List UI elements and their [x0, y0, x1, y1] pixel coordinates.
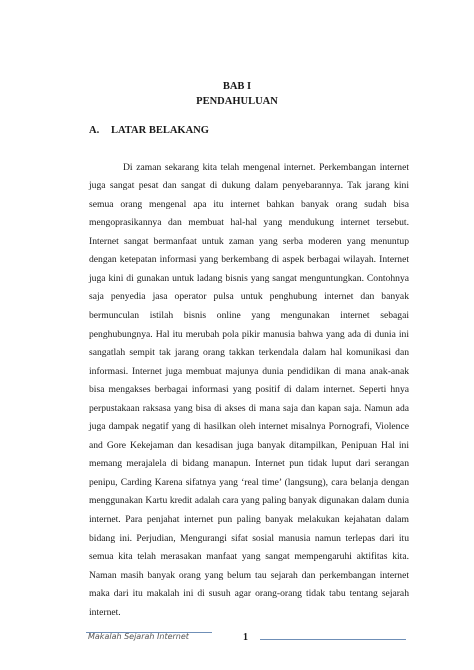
footer-label: Makalah Sejarah Internet	[88, 632, 189, 641]
chapter-number: BAB I	[222, 81, 252, 92]
chapter-heading	[0, 79, 474, 109]
page-number: 1	[243, 632, 248, 643]
chapter-title: PENDAHULUAN	[196, 96, 278, 107]
section-title: LATAR BELAKANG	[111, 125, 209, 136]
body-paragraph: Di zaman sekarang kita telah mengenal internet. Perkembangan internet juga sangat pesat dan sangat di dukung dalam penyebarannya. Tak jarang kini semua orang mengenal apa itu internet bahkan banyak orang sudah bisa mengoprasikannya dan membuat hal-hal yang mendukung internet tersebut. Internet sangat bermanfaat untuk zaman yang serba moderen yang menuntup dengan ketepatan informasi yang berkembang di aspek berbagai wilayah. Internet juga kini di gunakan untuk ladang bisnis yang sangat menguntungkan. Contohnya saja penyedia jasa operator pulsa untuk penghubung internet dan banyak bermunculan istilah bisnis online yang mengunakan internet sebagai penghubungnya. Hal itu merubah pola pikir manusia bahwa yang ada di dunia ini sangatlah sempit tak jarang orang takkan terkendala dalam hal komunikasi dan informasi. Internet juga membuat majunya dunia pendidikan di mana anak-anak bisa mengakses berbagai informasi yang positif di dalam internet. Seperti hnya perpustakaan raksasa yang bisa di akses di mana saja dan kapan saja. Namun ada juga dampak negatif yang di hasilkan oleh internet misalnya Pornografi, Violence and Gore Kekejaman dan kesadisan juga banyak ditampilkan, Penipuan Hal ini memang merajalela di bidang manapun. Internet pun tidak luput dari serangan penipu, Carding Karena sifatnya yang ‘real time’ (langsung), cara belanja dengan menggunakan Kartu kredit adalah cara yang paling banyak digunakan dalam dunia internet. Para penjahat internet pun paling banyak melakukan kejahatan dalam bidang ini. Perjudian, Mengurangi sifat sosial manusia namun terlepas dari itu semua kita telah merasakan manfaat yang sangat mempengaruhi aktifitas kita. Naman masih banyak orang yang belum tau sejarah dan perkembangan internet maka dari itu makalah ini di susuh agar orang-orang tidak tabu tentang sejarah internet.	[89, 161, 409, 618]
footer-rule-right	[260, 639, 406, 640]
section-number: A.	[89, 125, 100, 136]
section-heading	[89, 125, 209, 136]
